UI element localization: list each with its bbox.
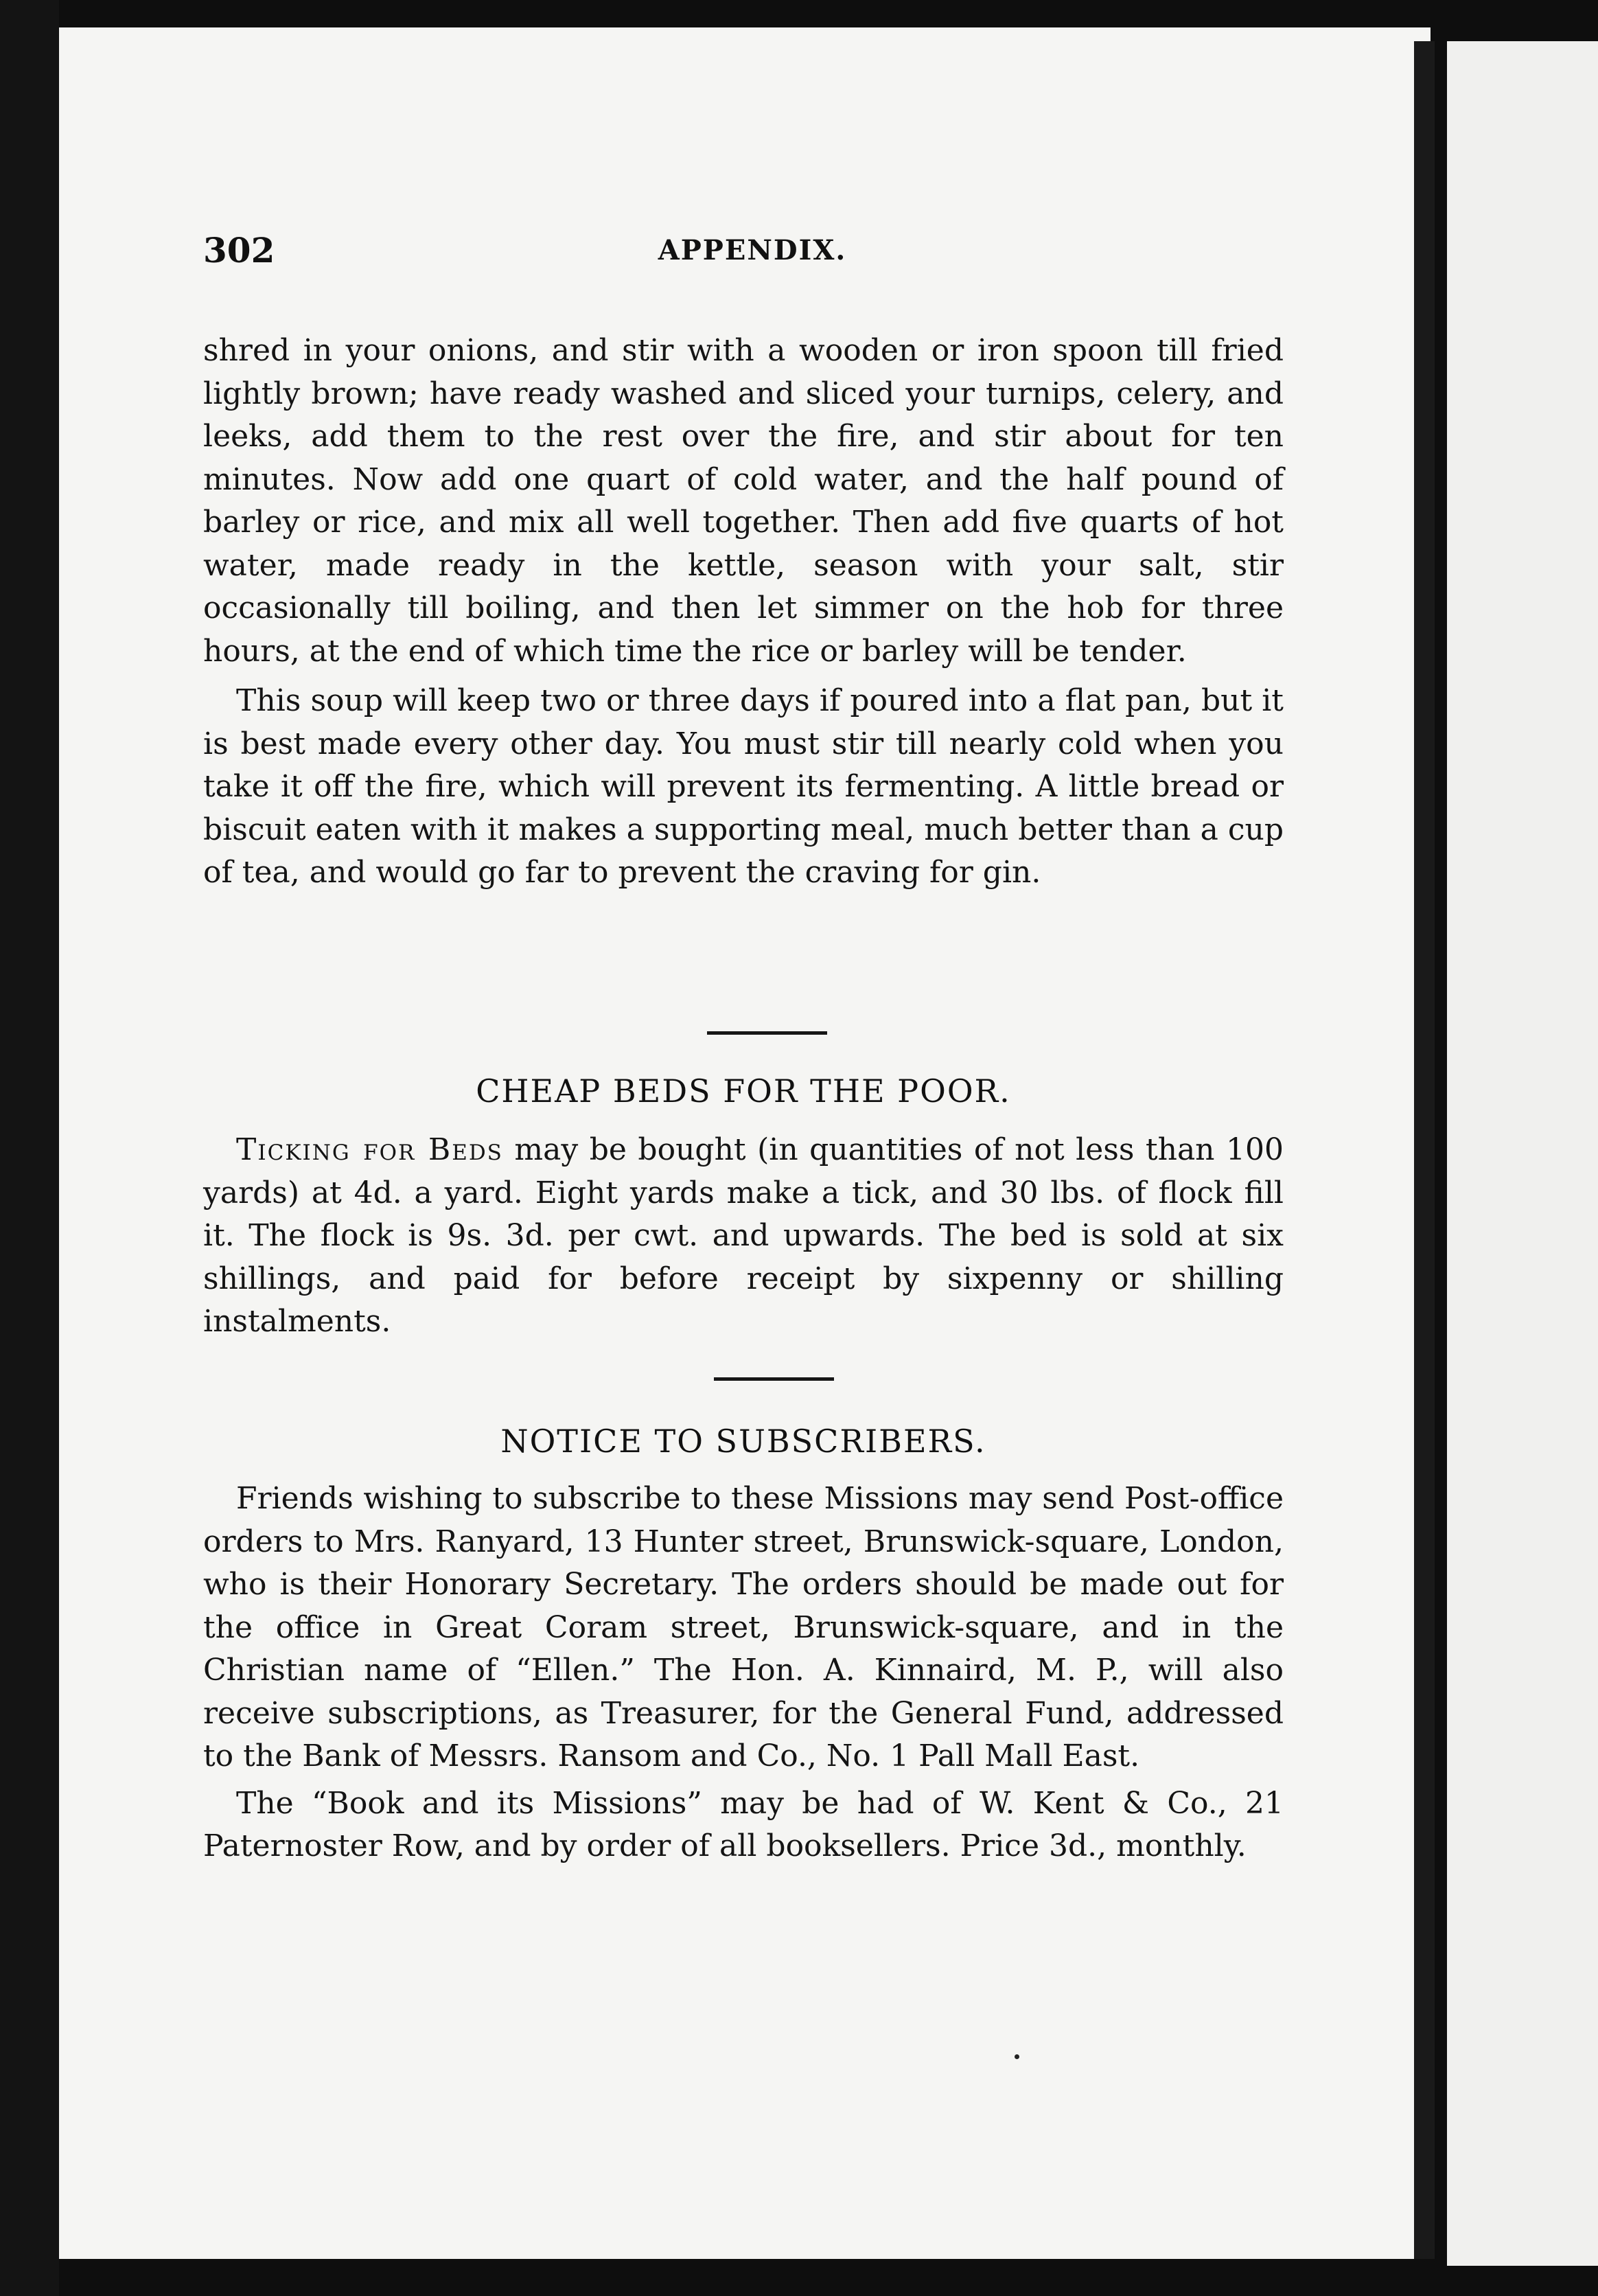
- cheap-beds-heading: CHEAP BEDS FOR THE POOR.: [476, 1072, 1011, 1110]
- cheap-beds-body: may be bought (in quantities of not less than 100 yards) at 4d. a yard. Eight yards make a tick, and 30 lbs. of flock fill it. The flock is 9s. 3d. per cwt. and upwards. The bed is sold at six shillings, and paid for before receipt by sixpenny or shilling instalments.: [203, 1132, 1284, 1339]
- scan-left-edge: [0, 0, 59, 2296]
- subscribers-text: [203, 1478, 1284, 1868]
- cheap-beds-paragraph: [203, 1129, 1284, 1344]
- page-gutter: [1414, 41, 1435, 2259]
- recipe-paragraph-2: This soup will keep two or three days if poured into a flat pan, but it is best made every other day. You must stir till nearly cold when you take it off the fire, which will prevent its fermenting. A little bread or biscuit eaten with it makes a supporting meal, much better than a cup of tea, and would go far to prevent the craving for gin.: [203, 683, 1284, 890]
- running-head: [203, 230, 1301, 285]
- running-title: APPENDIX.: [658, 234, 847, 266]
- section-divider-2: [714, 1377, 834, 1381]
- facing-page-edge: [1447, 41, 1598, 2266]
- ink-speck: [1015, 2054, 1019, 2059]
- cheap-beds-text: [203, 1129, 1284, 1344]
- cheap-beds-lead: Ticking for Beds: [236, 1132, 503, 1167]
- page-number: 302: [203, 230, 275, 271]
- subscribers-heading: NOTICE TO SUBSCRIBERS.: [500, 1423, 986, 1460]
- subscribers-paragraph-2: The “Book and its Missions” may be had of W. Kent & Co., 21 Paternoster Row, and by order of all booksellers. Price 3d., monthly.: [203, 1785, 1284, 1863]
- recipe-paragraph-1: shred in your onions, and stir with a wooden or iron spoon till fried lightly brown; have ready washed and sliced your turnips, celery, and leeks, add them to the rest over the fire, and stir about for ten minutes. Now add one quart of cold water, and the half pound of barley or rice, and mix all well together. Then add five quarts of hot water, made ready in the kettle, season with your salt, stir occasionally till boiling, and then let simmer on the hob for three hours, at the end of which time the rice or barley will be tender.: [203, 333, 1284, 669]
- section-divider-1: [707, 1031, 827, 1035]
- subscribers-paragraph-1: Friends wishing to subscribe to these Missions may send Post-office orders to Mrs. Ranyard, 13 Hunter street, Brunswick-square, London, who is their Honorary Secretary. The orders should be made out for the office in Great Coram street, Brunswick-square, and in the Christian name of “Ellen.” The Hon. A. Kinnaird, M. P., will also receive subscriptions, as Treasurer, for the General Fund, addressed to the Bank of Messrs. Ransom and Co., No. 1 Pall Mall East.: [203, 1481, 1284, 1773]
- recipe-text: [203, 330, 1284, 895]
